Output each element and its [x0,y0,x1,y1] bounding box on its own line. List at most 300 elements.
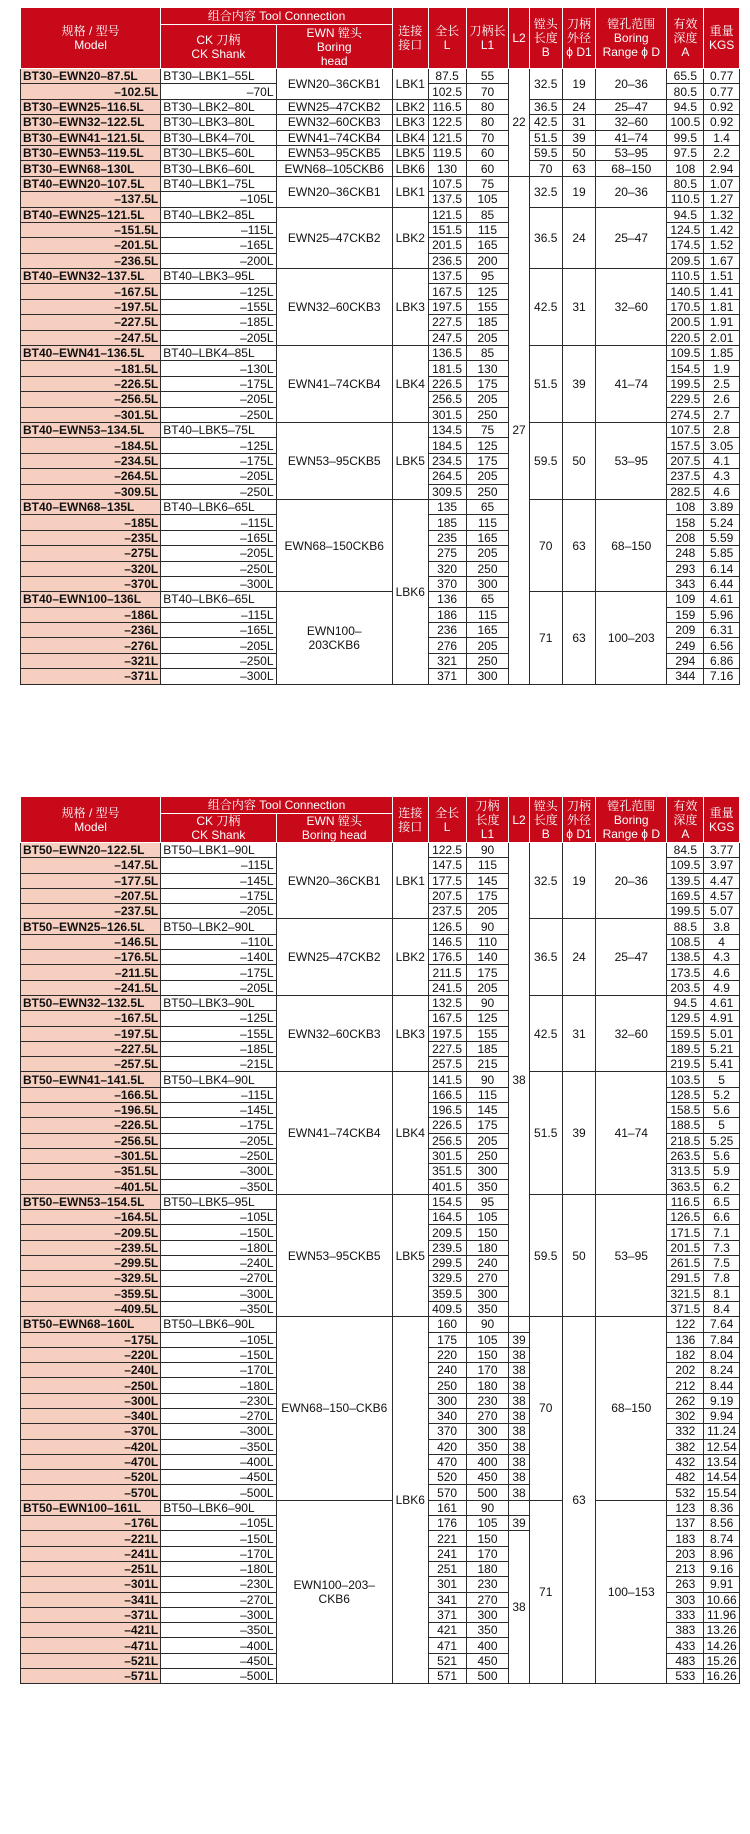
l2-cell: 38 [509,1485,529,1500]
ck-shank-cell: –350L [161,1301,276,1316]
total-length-cell: 197.5 [428,1026,466,1041]
head-length-cell: 32.5 [529,69,562,100]
shank-length-cell: 300 [466,1164,509,1179]
effective-depth-cell: 136 [667,1332,704,1347]
weight-cell: 5.59 [704,530,740,545]
total-length-cell: 341 [428,1592,466,1607]
total-length-cell: 119.5 [428,145,466,160]
weight-cell: 7.16 [704,669,740,684]
total-length-cell: 256.5 [428,392,466,407]
head-length-cell: 36.5 [529,99,562,114]
head-length-cell: 36.5 [529,207,562,269]
effective-depth-cell: 209.5 [667,253,704,268]
weight-cell: 7.5 [704,1256,740,1271]
ck-shank-cell: –250L [161,407,276,422]
total-length-cell: 122.5 [428,843,466,858]
weight-cell: 11.24 [704,1424,740,1439]
weight-cell: 6.56 [704,638,740,653]
ck-shank-cell: –350L [161,1179,276,1194]
effective-depth-cell: 139.5 [667,873,704,888]
l2-cell: 39 [509,1516,529,1531]
total-length-cell: 126.5 [428,919,466,934]
col-weight: 重量 KGS [704,8,740,69]
shank-length-cell: 90 [466,843,509,858]
effective-depth-cell: 229.5 [667,392,704,407]
head-length-cell: 42.5 [529,115,562,130]
shank-length-cell: 230 [466,1393,509,1408]
shank-length-cell: 125 [466,284,509,299]
weight-cell: 9.91 [704,1577,740,1592]
l2-cell: 38 [509,1470,529,1485]
weight-cell: 4.6 [704,484,740,499]
model-cell: –235L [21,530,161,545]
shank-diameter-cell: 19 [562,843,595,919]
ck-shank-cell: –170L [161,1363,276,1378]
weight-cell: 8.74 [704,1531,740,1546]
shank-length-cell: 110 [466,934,509,949]
effective-depth-cell: 333 [667,1607,704,1622]
model-cell: –176.5L [21,950,161,965]
table-row [21,1500,740,1515]
ck-shank-cell: BT40–LBK3–95L [161,269,276,284]
total-length-cell: 220 [428,1347,466,1362]
weight-cell: 8.96 [704,1546,740,1561]
weight-cell: 1.52 [704,238,740,253]
shank-length-cell: 80 [466,99,509,114]
total-length-cell: 161 [428,1500,466,1515]
shank-diameter-cell: 31 [562,115,595,130]
col-shank-diameter: 刀柄 外径 ϕ D1 [562,8,595,69]
effective-depth-cell: 129.5 [667,1011,704,1026]
boring-head-cell: EWN68–150CKB6 [276,499,392,591]
effective-depth-cell: 80.5 [667,84,704,99]
boring-range-cell: 25–47 [596,919,667,995]
shank-length-cell: 170 [466,1546,509,1561]
model-cell: –227.5L [21,1041,161,1056]
model-cell: –571L [21,1669,161,1684]
shank-length-cell: 60 [466,161,509,176]
shank-diameter-cell: 24 [562,99,595,114]
weight-cell: 7.84 [704,1332,740,1347]
effective-depth-cell: 154.5 [667,361,704,376]
total-length-cell: 185 [428,515,466,530]
ck-shank-cell: –205L [161,980,276,995]
model-cell: BT40–EWN32–137.5L [21,269,161,284]
effective-depth-cell: 200.5 [667,315,704,330]
ck-shank-cell: –150L [161,1347,276,1362]
weight-cell: 1.4 [704,130,740,145]
boring-head-cell: EWN25–47CKB2 [276,207,392,269]
effective-depth-cell: 218.5 [667,1133,704,1148]
effective-depth-cell: 321.5 [667,1286,704,1301]
weight-cell: 1.07 [704,176,740,191]
ck-shank-cell: –400L [161,1638,276,1653]
shank-length-cell: 125 [466,1011,509,1026]
shank-length-cell: 350 [466,1439,509,1454]
total-length-cell: 321 [428,653,466,668]
effective-depth-cell: 158.5 [667,1103,704,1118]
model-cell: –370L [21,1424,161,1439]
head-length-cell: 70 [529,1317,562,1501]
spec-table-bt50 [20,796,740,1684]
model-cell: BT40–EWN41–136.5L [21,346,161,361]
total-length-cell: 239.5 [428,1240,466,1255]
shank-length-cell: 155 [466,299,509,314]
interface-cell: LBK5 [392,422,428,499]
boring-range-cell: 32–60 [596,269,667,346]
shank-length-cell: 300 [466,1286,509,1301]
ck-shank-cell: BT50–LBK2–90L [161,919,276,934]
shank-diameter-cell: 63 [562,161,595,176]
model-cell: –175L [21,1332,161,1347]
model-cell: –359.5L [21,1286,161,1301]
model-cell: BT30–EWN41–121.5L [21,130,161,145]
effective-depth-cell: 137 [667,1516,704,1531]
table-row [21,919,740,934]
model-cell: BT50–EWN41–141.5L [21,1072,161,1087]
table-row [21,1317,740,1332]
model-cell: –251L [21,1561,161,1576]
boring-head-cell: EWN68–105CKB6 [276,161,392,176]
effective-depth-cell: 263.5 [667,1148,704,1163]
total-length-cell: 122.5 [428,115,466,130]
col-boring-head: EWN 镗头 Boring head [276,814,392,843]
shank-length-cell: 85 [466,346,509,361]
effective-depth-cell: 291.5 [667,1271,704,1286]
total-length-cell: 201.5 [428,238,466,253]
table-row [21,130,740,145]
shank-length-cell: 145 [466,1103,509,1118]
total-length-cell: 251 [428,1561,466,1576]
total-length-cell: 401.5 [428,1179,466,1194]
interface-cell: LBK1 [392,176,428,207]
head-length-cell: 59.5 [529,145,562,160]
ck-shank-cell: –140L [161,950,276,965]
interface-cell: LBK6 [392,499,428,684]
weight-cell: 5.2 [704,1087,740,1102]
model-cell: BT50–EWN25–126.5L [21,919,161,934]
total-length-cell: 329.5 [428,1271,466,1286]
effective-depth-cell: 65.5 [667,69,704,84]
total-length-cell: 132.5 [428,995,466,1010]
ck-shank-cell: –205L [161,392,276,407]
model-cell: –181.5L [21,361,161,376]
ck-shank-cell: –165L [161,623,276,638]
ck-shank-cell: –230L [161,1577,276,1592]
head-length-cell: 51.5 [529,130,562,145]
head-length-cell: 71 [529,592,562,684]
total-length-cell: 209.5 [428,1225,466,1240]
total-length-cell: 137.5 [428,269,466,284]
boring-range-cell: 20–36 [596,176,667,207]
effective-depth-cell: 123 [667,1500,704,1515]
model-cell: –256.5L [21,1133,161,1148]
l2-cell [509,1500,529,1515]
weight-cell: 5.24 [704,515,740,530]
model-cell: BT50–EWN68–160L [21,1317,161,1332]
ck-shank-cell: –70L [161,84,276,99]
weight-cell: 6.2 [704,1179,740,1194]
ck-shank-cell: –205L [161,1133,276,1148]
table-row [21,99,740,114]
head-length-cell: 51.5 [529,1072,562,1194]
shank-diameter-cell: 19 [562,69,595,100]
shank-diameter-cell: 24 [562,919,595,995]
total-length-cell: 351.5 [428,1164,466,1179]
weight-cell: 14.26 [704,1638,740,1653]
model-cell: –184.5L [21,438,161,453]
shank-length-cell: 105 [466,1516,509,1531]
model-cell: –250L [21,1378,161,1393]
l2-cell: 38 [509,1378,529,1393]
total-length-cell: 226.5 [428,376,466,391]
shank-diameter-cell: 63 [562,499,595,591]
shank-length-cell: 450 [466,1653,509,1668]
interface-cell: LBK1 [392,69,428,100]
table-row [21,499,740,514]
ck-shank-cell: –215L [161,1057,276,1072]
effective-depth-cell: 303 [667,1592,704,1607]
ck-shank-cell: –270L [161,1408,276,1423]
shank-length-cell: 200 [466,253,509,268]
weight-cell: 5.41 [704,1057,740,1072]
model-cell: BT30–EWN25–116.5L [21,99,161,114]
weight-cell: 2.5 [704,376,740,391]
interface-cell: LBK6 [392,1317,428,1684]
weight-cell: 5.25 [704,1133,740,1148]
effective-depth-cell: 203.5 [667,980,704,995]
total-length-cell: 221 [428,1531,466,1546]
effective-depth-cell: 237.5 [667,469,704,484]
weight-cell: 4.61 [704,592,740,607]
effective-depth-cell: 294 [667,653,704,668]
table-row [21,422,740,437]
ck-shank-cell: –115L [161,1087,276,1102]
shank-length-cell: 250 [466,653,509,668]
model-cell: –236.5L [21,253,161,268]
model-cell: –236L [21,623,161,638]
shank-length-cell: 90 [466,1500,509,1515]
model-cell: BT40–EWN68–135L [21,499,161,514]
model-cell: –409.5L [21,1301,161,1316]
effective-depth-cell: 432 [667,1454,704,1469]
effective-depth-cell: 173.5 [667,965,704,980]
shank-length-cell: 75 [466,422,509,437]
model-cell: BT50–EWN20–122.5L [21,843,161,858]
ck-shank-cell: –150L [161,1531,276,1546]
effective-depth-cell: 157.5 [667,438,704,453]
total-length-cell: 370 [428,1424,466,1439]
model-cell: –207.5L [21,888,161,903]
total-length-cell: 421 [428,1623,466,1638]
ck-shank-cell: –240L [161,1256,276,1271]
model-cell: BT40–EWN100–136L [21,592,161,607]
l2-cell: 38 [509,1439,529,1454]
ck-shank-cell: –250L [161,484,276,499]
shank-length-cell: 185 [466,1041,509,1056]
shank-length-cell: 70 [466,84,509,99]
ck-shank-cell: –125L [161,438,276,453]
weight-cell: 6.5 [704,1194,740,1209]
weight-cell: 11.96 [704,1607,740,1622]
ck-shank-cell: BT30–LBK5–60L [161,145,276,160]
shank-length-cell: 90 [466,995,509,1010]
weight-cell: 1.9 [704,361,740,376]
shank-length-cell: 130 [466,361,509,376]
weight-cell: 4.47 [704,873,740,888]
shank-length-cell: 205 [466,980,509,995]
total-length-cell: 235 [428,530,466,545]
shank-length-cell: 300 [466,576,509,591]
ck-shank-cell: –115L [161,607,276,622]
model-cell: –196.5L [21,1103,161,1118]
model-cell: –351.5L [21,1164,161,1179]
boring-range-cell: 25–47 [596,207,667,269]
col-tool-connection: 组合内容 Tool Connection [161,8,393,25]
total-length-cell: 136.5 [428,346,466,361]
shank-length-cell: 500 [466,1485,509,1500]
boring-head-cell: EWN53–95CKB5 [276,422,392,499]
model-cell: –401.5L [21,1179,161,1194]
model-cell: –341L [21,1592,161,1607]
model-cell: –301.5L [21,407,161,422]
model-cell: –167.5L [21,1011,161,1026]
model-cell: –420L [21,1439,161,1454]
effective-depth-cell: 433 [667,1638,704,1653]
model-cell: BT50–EWN32–132.5L [21,995,161,1010]
total-length-cell: 137.5 [428,192,466,207]
head-length-cell: 70 [529,161,562,176]
weight-cell: 8.56 [704,1516,740,1531]
total-length-cell: 167.5 [428,1011,466,1026]
effective-depth-cell: 97.5 [667,145,704,160]
shank-length-cell: 150 [466,1347,509,1362]
l2-cell: 38 [509,1454,529,1469]
effective-depth-cell: 109 [667,592,704,607]
shank-diameter-cell: 63 [562,1317,595,1684]
total-length-cell: 121.5 [428,207,466,222]
model-cell: –471L [21,1638,161,1653]
boring-range-cell: 68–150 [596,1317,667,1501]
weight-cell: 5.01 [704,1026,740,1041]
ck-shank-cell: –350L [161,1623,276,1638]
effective-depth-cell: 212 [667,1378,704,1393]
effective-depth-cell: 189.5 [667,1041,704,1056]
total-length-cell: 175 [428,1332,466,1347]
weight-cell: 8.1 [704,1286,740,1301]
total-length-cell: 237.5 [428,904,466,919]
total-length-cell: 164.5 [428,1210,466,1225]
total-length-cell: 264.5 [428,469,466,484]
head-length-cell: 36.5 [529,919,562,995]
model-cell: –340L [21,1408,161,1423]
ck-shank-cell: –300L [161,1164,276,1179]
interface-cell: LBK6 [392,161,428,176]
shank-length-cell: 350 [466,1623,509,1638]
shank-length-cell: 205 [466,330,509,345]
total-length-cell: 166.5 [428,1087,466,1102]
col-effective-depth: 有效 深度 A [667,797,704,843]
shank-length-cell: 155 [466,1026,509,1041]
model-cell: –151.5L [21,222,161,237]
model-cell: –164.5L [21,1210,161,1225]
shank-length-cell: 60 [466,145,509,160]
ck-shank-cell: –175L [161,965,276,980]
shank-length-cell: 80 [466,115,509,130]
boring-range-cell: 20–36 [596,843,667,919]
boring-range-cell: 68–150 [596,161,667,176]
effective-depth-cell: 188.5 [667,1118,704,1133]
shank-length-cell: 165 [466,623,509,638]
total-length-cell: 250 [428,1378,466,1393]
weight-cell: 6.31 [704,623,740,638]
shank-diameter-cell: 39 [562,1072,595,1194]
boring-head-cell: EWN41–74CKB4 [276,1072,392,1194]
total-length-cell: 521 [428,1653,466,1668]
weight-cell: 3.05 [704,438,740,453]
shank-length-cell: 115 [466,858,509,873]
head-length-cell: 59.5 [529,1194,562,1316]
ck-shank-cell: –270L [161,1271,276,1286]
effective-depth-cell: 107.5 [667,422,704,437]
boring-head-cell: EWN32–60CKB3 [276,115,392,130]
shank-length-cell: 150 [466,1531,509,1546]
total-length-cell: 135 [428,499,466,514]
boring-range-cell: 100–203 [596,592,667,684]
ck-shank-cell: –130L [161,361,276,376]
shank-length-cell: 115 [466,607,509,622]
model-cell: –197.5L [21,1026,161,1041]
ck-shank-cell: –500L [161,1485,276,1500]
weight-cell: 14.54 [704,1470,740,1485]
weight-cell: 1.41 [704,284,740,299]
table-row [21,1194,740,1209]
shank-length-cell: 175 [466,1118,509,1133]
boring-range-cell: 41–74 [596,346,667,423]
effective-depth-cell: 159.5 [667,1026,704,1041]
shank-length-cell: 175 [466,376,509,391]
model-cell: BT30–EWN53–119.5L [21,145,161,160]
weight-cell: 6.14 [704,561,740,576]
ck-shank-cell: BT50–LBK3–90L [161,995,276,1010]
ck-shank-cell: BT40–LBK4–85L [161,346,276,361]
shank-length-cell: 150 [466,1225,509,1240]
boring-head-cell: EWN32–60CKB3 [276,269,392,346]
interface-cell: LBK4 [392,346,428,423]
total-length-cell: 247.5 [428,330,466,345]
total-length-cell: 102.5 [428,84,466,99]
model-cell: –570L [21,1485,161,1500]
model-cell: –146.5L [21,934,161,949]
ck-shank-cell: –350L [161,1439,276,1454]
total-length-cell: 197.5 [428,299,466,314]
weight-cell: 5.85 [704,546,740,561]
total-length-cell: 275 [428,546,466,561]
spec-table-body [21,843,740,1684]
boring-head-cell: EWN53–95CKB5 [276,1194,392,1316]
total-length-cell: 340 [428,1408,466,1423]
ck-shank-cell: –105L [161,1332,276,1347]
interface-cell: LBK3 [392,115,428,130]
shank-length-cell: 70 [466,130,509,145]
total-length-cell: 236.5 [428,253,466,268]
shank-length-cell: 140 [466,950,509,965]
boring-head-cell: EWN20–36CKB1 [276,176,392,207]
model-cell: BT30–EWN32–122.5L [21,115,161,130]
model-cell: BT40–EWN20–107.5L [21,176,161,191]
weight-cell: 0.77 [704,84,740,99]
spec-table-bt30-bt40 [20,7,740,685]
